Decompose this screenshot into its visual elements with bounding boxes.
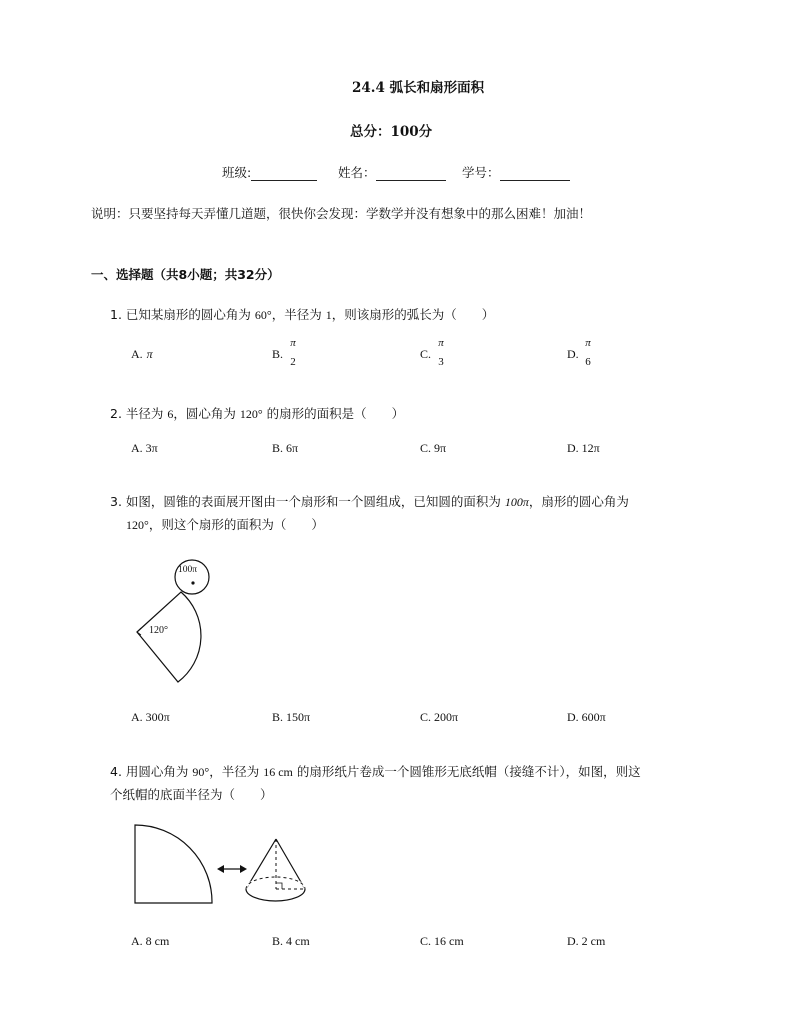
option-letter: C. [420,347,432,361]
q3-option-a[interactable]: A. 300π [131,710,170,724]
q2-option-c[interactable]: C. 9π [420,441,447,455]
q4-option-c[interactable]: C. 16 cm [420,934,464,948]
question-2-stem [110,404,404,422]
name-label: 姓名： [338,165,376,180]
q1-d-numerator: π [585,337,591,349]
class-blank[interactable] [251,166,317,181]
q4-option-b[interactable]: B. 4 cm [272,934,310,948]
option-letter: A. [131,347,143,361]
circle-center-dot [191,581,194,584]
cone-right-edge [276,839,305,889]
q1-radius: 1 [325,308,332,322]
q3-option-d[interactable]: D. 600π [567,710,606,724]
question-4-line2: 个纸帽的底面半径为（ ） [110,787,273,802]
q3-text-a: 3. 如图，圆锥的表面展开图由一个扇形和一个圆组成，已知圆的面积为 [110,494,501,509]
total-score: 总分：100分 [350,124,433,140]
id-label: 学号： [462,165,500,180]
q4-option-a[interactable]: A. 8 cm [131,934,170,948]
q2-angle: 120° [239,407,263,421]
q1-angle: 60° [254,308,272,322]
fig-circle-label: 100π [178,565,198,575]
right-angle-mark [276,883,282,889]
q1-d-denominator: 6 [585,356,591,368]
q3-text-b: ，扇形的圆心角为 [528,494,629,509]
q2-text-a: 2. 半径为 [110,406,164,421]
q1-option-c[interactable] [420,346,431,362]
arrow-right-head [240,865,247,873]
q1-option-a[interactable] [131,346,153,362]
q4-option-d[interactable]: D. 2 cm [567,934,606,948]
q2-option-b[interactable]: B. 6π [272,441,299,455]
q1-text-a: 1. 已知某扇形的圆心角为 [110,307,251,322]
q4-text-a: 4. 用圆心角为 [110,764,189,779]
section-heading: 一、选择题（共8小题；共32分） [91,267,280,282]
q1-text-b: ，半径为 [271,307,322,322]
question-4-line1 [110,762,641,780]
q2-option-d[interactable]: D. 12π [567,441,600,455]
q4-text-c: 的扇形纸片卷成一个圆锥形无底纸帽（接缝不计），如图，则这 [292,764,641,779]
angle-mark [137,628,141,635]
q1-c-numerator: π [438,337,444,349]
q3-option-c[interactable]: C. 200π [420,710,459,724]
q1-b-numerator: π [290,337,296,349]
q3-circle-area: 100π [504,495,529,509]
option-letter: B. [272,347,284,361]
q4-angle: 90° [192,765,210,779]
name-field [338,163,446,181]
quarter-sector [135,825,212,903]
question-3-line1 [110,492,629,510]
q2-option-a[interactable]: A. 3π [131,441,158,455]
instruction-note: 说明：只要坚持每天弄懂几道题，很快你会发现：学数学并没有想象中的那么困难！加油！ [91,206,592,221]
doc-title: 24.4 弧长和扇形面积 [352,80,485,96]
question-1-stem [110,305,494,323]
q2-text-c: 的扇形的面积是（ ） [262,406,405,421]
q1-b-denominator: 2 [290,356,296,368]
id-blank[interactable] [500,166,570,181]
cone-hat-figure [133,823,323,908]
cone-net-figure [125,555,215,690]
q1-c-denominator: 3 [438,356,444,368]
q3-text-c: ，则这个扇形的面积为（ ） [148,517,324,532]
q2-text-b: ，圆心角为 [173,406,236,421]
q4-radius: 16 cm [263,765,293,779]
class-field [222,163,317,181]
q1-option-d[interactable] [567,346,579,362]
class-label: 班级: [222,165,252,180]
q2-radius: 6 [167,407,174,421]
sector-shape [137,592,201,682]
q4-text-b: ，半径为 [209,764,260,779]
q1-a-value: π [146,347,153,361]
q3-angle: 120° [126,518,149,532]
arrow-left-head [217,865,224,873]
q1-option-b[interactable] [272,346,283,362]
question-3-line2 [126,515,324,533]
name-blank[interactable] [376,166,446,181]
fig-angle-label: 120° [149,625,168,636]
id-field [462,163,570,181]
q1-text-c: ，则该扇形的弧长为（ ） [331,307,495,322]
option-letter: D. [567,347,579,361]
q3-option-b[interactable]: B. 150π [272,710,311,724]
